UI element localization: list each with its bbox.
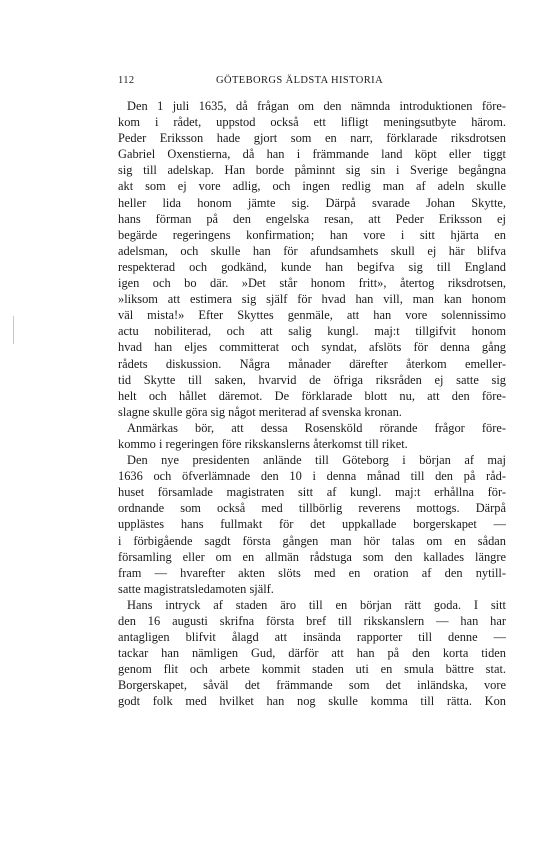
running-head [118, 74, 506, 88]
text-line: Hans intryck af staden äro till en början rätt goda. I sitt [127, 597, 506, 612]
text-line: igen och bo där. »Det står honom fritt», återtog riksdrotsen, [118, 276, 506, 291]
text-line: »liksom att estimera sig själf för hvad han vill, man kan honom [118, 292, 506, 307]
text-line: begärde regeringens konfirmation; han vore i sitt hjärta en [118, 227, 506, 242]
text-line: rådets diskussion. Några månader därefter återkom emeller- [118, 356, 506, 371]
running-title: GÖTEBORGS ÄLDSTA HISTORIA [216, 75, 384, 86]
text-line: heller lida honom jämte sig. Därpå svarade Johan Skytte, [118, 195, 506, 210]
text-line: antagligen blifvit ålagd att insända rapporter till denne — [118, 630, 506, 645]
text-line: actu nobiliterad, och att salig kungl. maj:t tillgifvit honom [118, 324, 506, 339]
text-line: kommo i regeringen före rikskanslerns återkomst till riket. [118, 436, 408, 451]
text-line: Borgerskapet, såväl det främmande som det inländska, vore [118, 678, 506, 693]
text-line: 1636 och öfverlämnade den 10 i denna månad till den på råd- [118, 469, 506, 484]
text-line: tid Skytte till saken, hvarvid de öfriga riksråden ej satte sig [118, 372, 506, 387]
margin-mark [13, 316, 14, 344]
text-line: respekterad och godkänd, kunde han begifva sig till England [118, 259, 506, 274]
text-line: satte magistratsledamoten själf. [118, 581, 274, 596]
text-line: Anmärkas bör, att dessa Rosensköld rörande frågor före- [127, 420, 506, 435]
text-line: huset församlade magistraten sitt af kungl. maj:t erhållna för- [118, 485, 506, 500]
body-text [118, 98, 506, 710]
text-line: församling eller om en allmän rådstuga som den kallades längre [118, 549, 506, 564]
text-line: hvad han eljes committerat och syndat, afslöts för denna gång [118, 340, 506, 355]
text-line: Den nye presidenten anlände till Göteborg i början af maj [127, 453, 506, 468]
text-line: upplästes hans fullmakt för det uppkallade borgerskapet — [118, 517, 506, 532]
text-line: tackar han nämligen Gud, därför att han på den korta tiden [118, 646, 506, 661]
text-line: akt som ej vore adlig, och ingen redlig man af adeln skulle [118, 179, 506, 194]
text-line: väl mista!» Efter Skyttes genmäle, att han vore solennissimo [118, 308, 506, 323]
text-line: Gabriel Oxenstierna, då han i främmande land köpt eller tiggt [118, 147, 506, 162]
text-line: slagne skulle göra sig något meriterad af svenska kronan. [118, 404, 402, 419]
text-line: Den 1 juli 1635, då frågan om den nämnda introduktionen före- [127, 99, 506, 113]
text-line: den 16 augusti skrifna första bref till rikskanslern — han har [118, 614, 506, 628]
text-line: Peder Eriksson hade gjort som en narr, förklarade riksdrotsen [118, 131, 506, 146]
text-line: sig till adelskap. Han borde påminnt sig sin i Sverige begångna [118, 163, 506, 178]
text-line: ordnande som också med tillbörlig reverens mottogs. Därpå [118, 501, 506, 516]
text-line: genom flit och arbete kommit staden uti en smula bättre stat. [118, 662, 506, 677]
text-line: kom i rådet, uppstod också ett lifligt meningsutbyte härom. [118, 115, 506, 130]
text-line: adelsman, och skulle han för afundsamhets skull ej här blifva [118, 243, 506, 258]
text-line: godt folk med hvilket han nog skulle komma till rätta. Kon [118, 694, 506, 709]
text-line: hans förman på den engelska resan, att Peder Eriksson ej [118, 211, 506, 226]
page-number: 112 [118, 75, 135, 86]
text-line: fram — hvarefter akten slöts med en oration af den nytill- [118, 565, 506, 580]
text-line: helt och hållet däremot. De förklarade blott nu, att den före- [118, 388, 506, 403]
text-line: i förbigående sagdt första gången man hör talas om en sådan [118, 533, 506, 548]
